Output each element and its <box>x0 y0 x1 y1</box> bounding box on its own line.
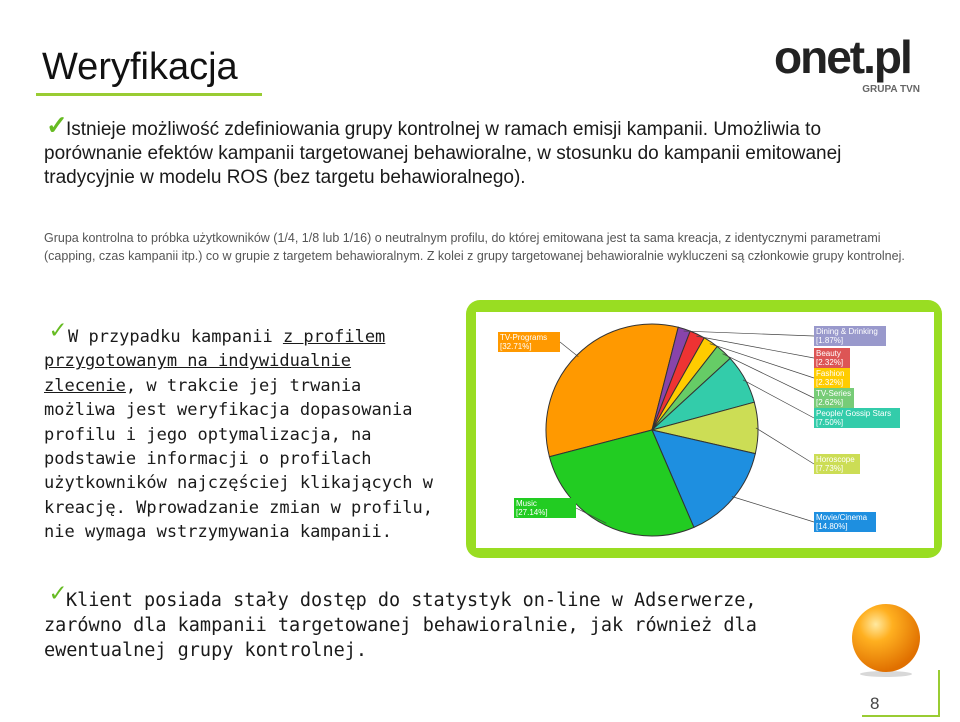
bullet-text-post: , w trakcie jej trwania możliwa jest weryfikacja dopasowania profilu i jego optymalizacja, na podstawie informacji o profilach użytkowników najczęściej klikających w kreację. Wprowadzanie zmian w profilu, nie wymaga wstrzymywania kampanii. <box>44 375 433 543</box>
slide-title: Weryfikacja <box>42 46 238 88</box>
data-label-movie-cinema <box>814 512 876 532</box>
data-label-value: [7.50%] <box>816 418 844 427</box>
data-label-value: [2.32%] <box>816 358 844 367</box>
data-label-value: [32.71%] <box>500 342 532 351</box>
bullet-text: Istnieje możliwość zdefiniowania grupy kontrolnej w ramach emisji kampanii. Umożliwia to porównanie efektów kampanii targetowanej behawioralne, w stosunku do kampanii emitowanej tradycyjnie w modelu ROS (bez targetu behawioralnego). <box>44 119 842 188</box>
data-label-value: [1.87%] <box>816 336 844 345</box>
bullet-profile-verification <box>44 315 434 545</box>
data-label-tv-series <box>814 388 854 408</box>
leader-line <box>684 331 814 336</box>
bullet-text: Klient posiada stały dostęp do statystyk on-line w Adserwerze, zarówno dla kampanii targetowanej behawioralnie, jak również dla ewentualnej grupy kontrolnej. <box>44 590 757 661</box>
data-label-value: [2.32%] <box>816 378 844 387</box>
data-label-value: [14.80%] <box>816 522 848 531</box>
logo-subtitle: GRUPA TVN <box>862 84 920 95</box>
bullet-statistics-access <box>44 578 844 663</box>
data-label-value: [7.73%] <box>816 464 844 473</box>
data-label-name: Beauty <box>816 349 841 358</box>
data-label-name: Horoscope <box>816 455 855 464</box>
leader-line <box>560 342 578 357</box>
page-number: 8 <box>870 694 880 713</box>
data-label-name: Fashion <box>816 369 845 378</box>
data-label-value: [27.14%] <box>516 508 548 517</box>
bullet-text-underlined: z profilem przygotowanym na indywidualnie zlecenie <box>44 327 386 396</box>
data-label-name: TV-Programs <box>500 333 548 342</box>
control-group-note: Grupa kontrolna to próbka użytkowników (1/4, 1/8 lub 1/16) o neutralnym profilu, do której emitowana jest ta sama kreacja, z identycznymi parametrami (capping, czas kampanii itp.) co w grupie z targetem behawioralnym. Z kolei z grupy targetowanej behawioralnie wykluczeni są członkowie grupy kontrolnej. <box>44 231 905 263</box>
leader-line <box>756 428 814 464</box>
data-label-name: TV-Series <box>816 389 852 398</box>
data-label-music <box>514 498 576 518</box>
bullet-text-pre: W przypadku kampanii <box>68 327 283 347</box>
orange-ball-icon <box>848 602 924 678</box>
checkmark-icon: ✓ <box>50 315 66 345</box>
leader-line <box>732 496 814 522</box>
data-label-name: Movie/Cinema <box>816 513 868 522</box>
data-label-value: [2.62%] <box>816 398 844 407</box>
chart-panel <box>476 312 934 548</box>
data-label-name: Dining & Drinking <box>816 327 878 336</box>
data-label-fashion <box>814 368 850 388</box>
chart-frame <box>466 300 942 558</box>
data-label-name: Music <box>516 499 537 508</box>
onet-logo <box>770 30 930 100</box>
checkmark-icon: ✓ <box>50 578 66 608</box>
data-label-name: People/ Gossip Stars <box>816 409 892 418</box>
corner-line <box>938 670 940 716</box>
corner-line <box>862 715 940 717</box>
title-underline <box>36 93 262 96</box>
logo-text: onet.pl <box>774 31 911 83</box>
checkmark-icon: ✓ <box>46 110 68 140</box>
bullet-control-group <box>44 110 924 190</box>
data-label-horoscope <box>814 454 860 474</box>
data-label-tv-programs <box>498 332 560 352</box>
data-label-dining-drinking <box>814 326 886 346</box>
pie-chart <box>476 312 934 548</box>
data-label-beauty <box>814 348 850 368</box>
data-label-people-gossip-stars <box>814 408 900 428</box>
